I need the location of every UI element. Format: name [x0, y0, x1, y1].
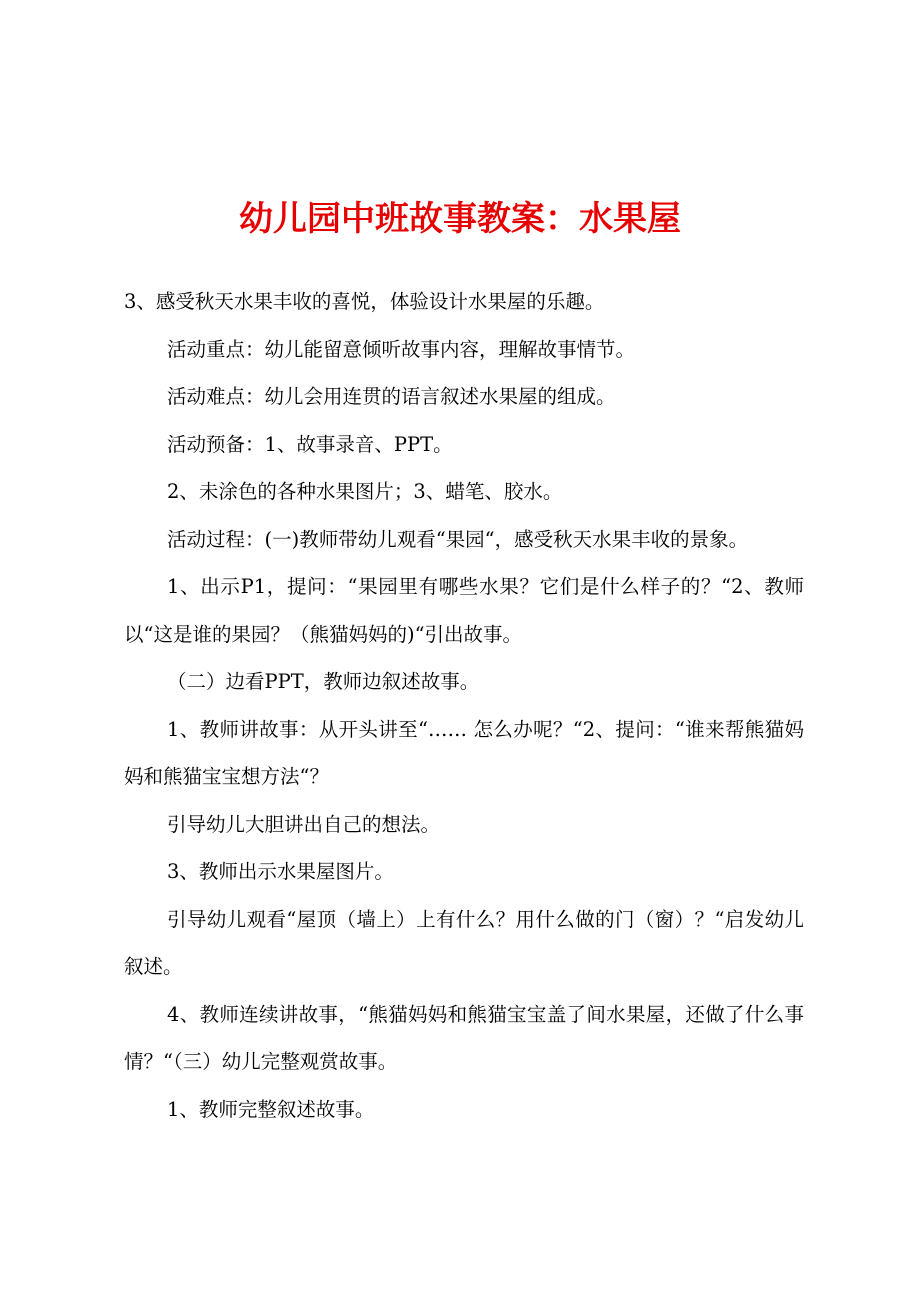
body-paragraph: （二）边看PPT，教师边叙述故事。	[167, 670, 480, 693]
body-paragraph: 活动过程：(一)教师带幼儿观看“果园“，感受秋天水果丰收的景象。	[167, 527, 749, 551]
body-paragraph: 3、感受秋天水果丰收的喜悦，体验设计水果屋的乐趣。	[124, 290, 605, 313]
body-paragraph: 活动重点：幼儿能留意倾听故事内容，理解故事情节。	[167, 337, 636, 361]
body-paragraph: 1、教师完整叙述故事。	[167, 1097, 375, 1121]
document-title: 幼儿园中班故事教案：水果屋	[239, 199, 681, 239]
body-paragraph: 活动难点：幼儿会用连贯的语言叙述水果屋的组成。	[167, 385, 616, 408]
body-paragraph: 引导幼儿大胆讲出自己的想法。	[167, 812, 441, 836]
document-body	[124, 278, 804, 1133]
body-paragraph: 1、教师讲故事：从开头讲至“…… 怎么办呢？“2、提问：“谁来帮熊猫妈妈和熊猫宝宝想方法“？	[124, 717, 804, 788]
body-paragraph: 引导幼儿观看“屋顶（墙上）上有什么？用什么做的门（窗）？“启发幼儿叙述。	[124, 907, 804, 978]
body-paragraph: 1、出示P1，提问：“果园里有哪些水果？它们是什么样子的？“2、教师以“这是谁的果园？（熊猫妈妈的)“引出故事。	[124, 575, 804, 646]
body-paragraph: 2、未涂色的各种水果图片；3、蜡笔、胶水。	[167, 480, 563, 503]
body-paragraph: 活动预备：1、故事录音、PPT。	[167, 432, 453, 456]
body-paragraph: 3、教师出示水果屋图片。	[167, 860, 394, 883]
body-paragraph: 4、教师连续讲故事，“熊猫妈妈和熊猫宝宝盖了间水果屋，还做了什么事情？“（三）幼儿完整观赏故事。	[124, 1002, 804, 1073]
